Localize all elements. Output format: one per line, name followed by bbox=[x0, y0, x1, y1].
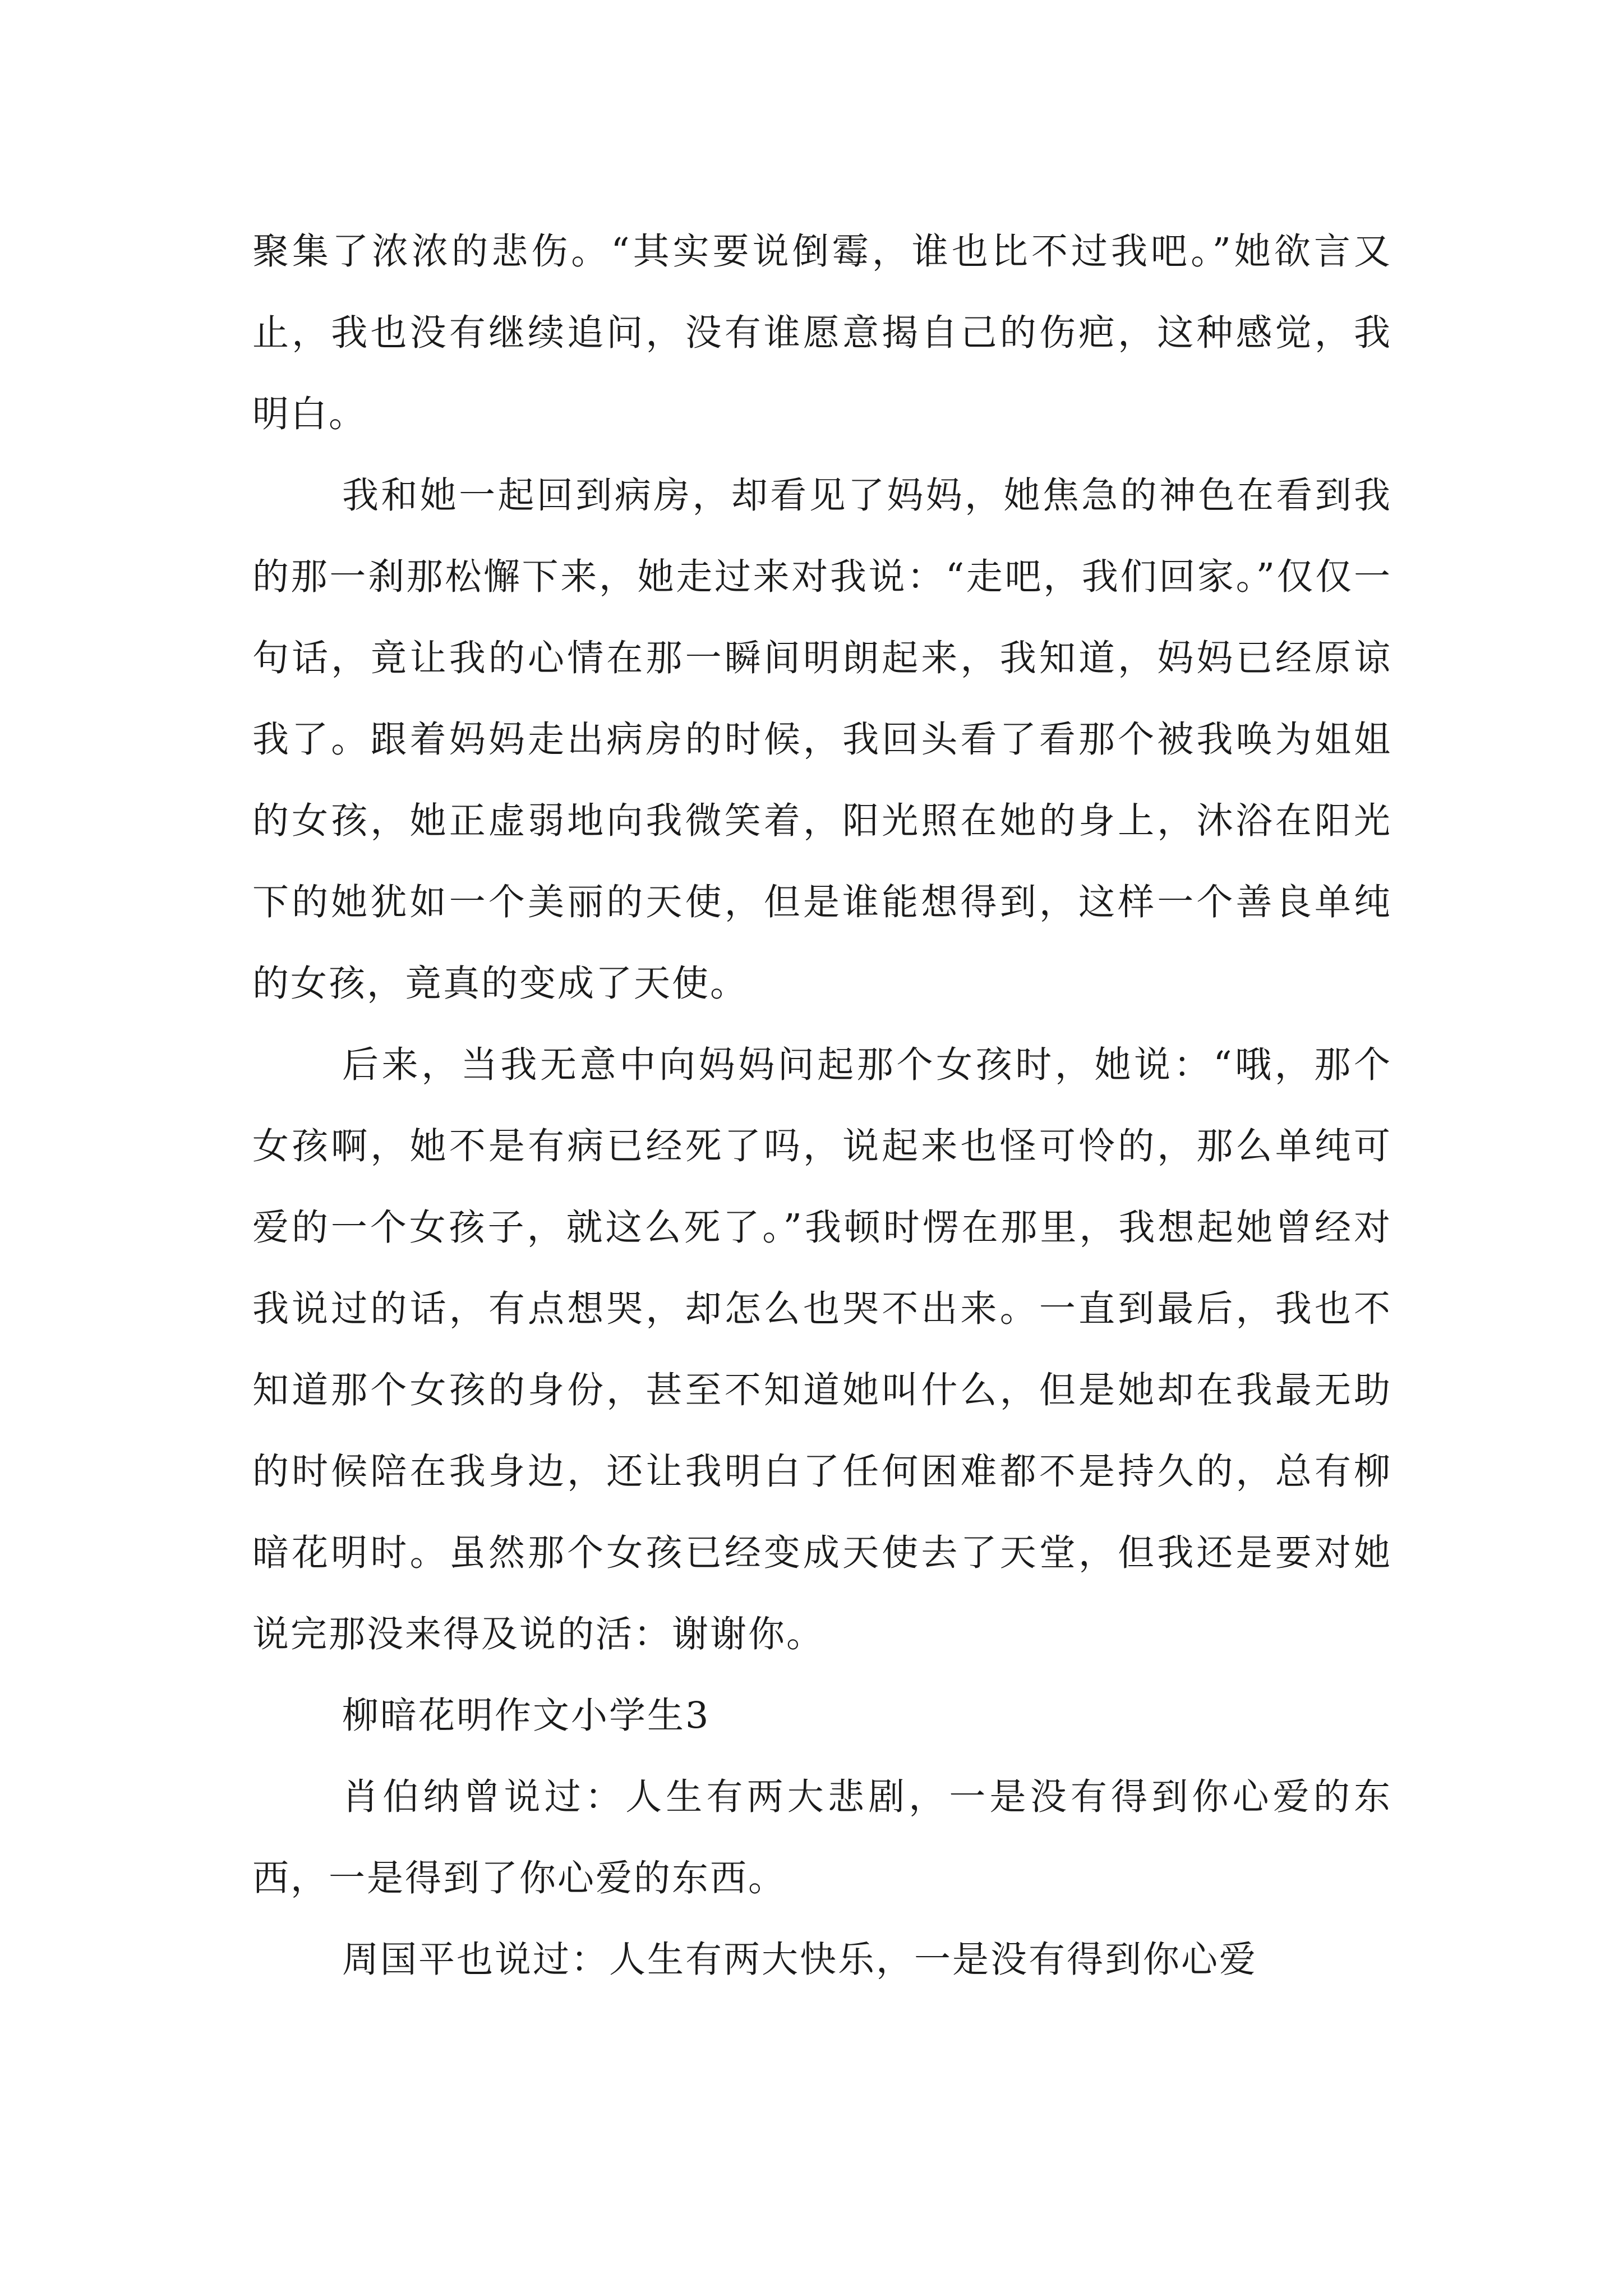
paragraph-2: 我和她一起回到病房，却看见了妈妈，她焦急的神色在看到我的那一刹那松懈下来，她走过来对我说：“走吧，我们回家。”仅仅一句话，竟让我的心情在那一瞬间明朗起来，我知道，妈妈已经原谅我了。跟着妈妈走出病房的时候，我回头看了看那个被我唤为姐姐的女孩，她正虚弱地向我微笑着，阳光照在她的身上，沐浴在阳光下的她犹如一个美丽的天使，但是谁能想得到，这样一个善良单纯的女孩，竟真的变成了天使。 bbox=[252, 475, 1392, 1005]
paragraph-3: 后来，当我无意中向妈妈问起那个女孩时，她说：“哦，那个女孩啊，她不是有病已经死了吗，说起来也怪可怜的，那么单纯可爱的一个女孩子，就这么死了。”我顿时愣在那里，我想起她曾经对我说过的话，有点想哭，却怎么也哭不出来。一直到最后，我也不知道那个女孩的身份，甚至不知道她叫什么，但是她却在我最无助的时候陪在我身边，还让我明白了任何困难都不是持久的，总有柳暗花明时。虽然那个女孩已经变成天使去了天堂，但我还是要对她说完那没来得及说的活：谢谢你。 bbox=[252, 1044, 1392, 1655]
document-body bbox=[252, 211, 1392, 2000]
paragraph-1: 聚集了浓浓的悲伤。“其实要说倒霉，谁也比不过我吧。”她欲言又止，我也没有继续追问，没有谁愿意揭自己的伤疤，这种感觉，我明白。 bbox=[252, 231, 1392, 435]
section-heading: 柳暗花明作文小学生3 bbox=[342, 1695, 711, 1737]
paragraph-4: 肖伯纳曾说过：人生有两大悲剧，一是没有得到你心爱的东西，一是得到了你心爱的东西。 bbox=[252, 1776, 1392, 1899]
paragraph-5: 周国平也说过：人生有两大快乐，一是没有得到你心爱 bbox=[342, 1939, 1258, 1981]
